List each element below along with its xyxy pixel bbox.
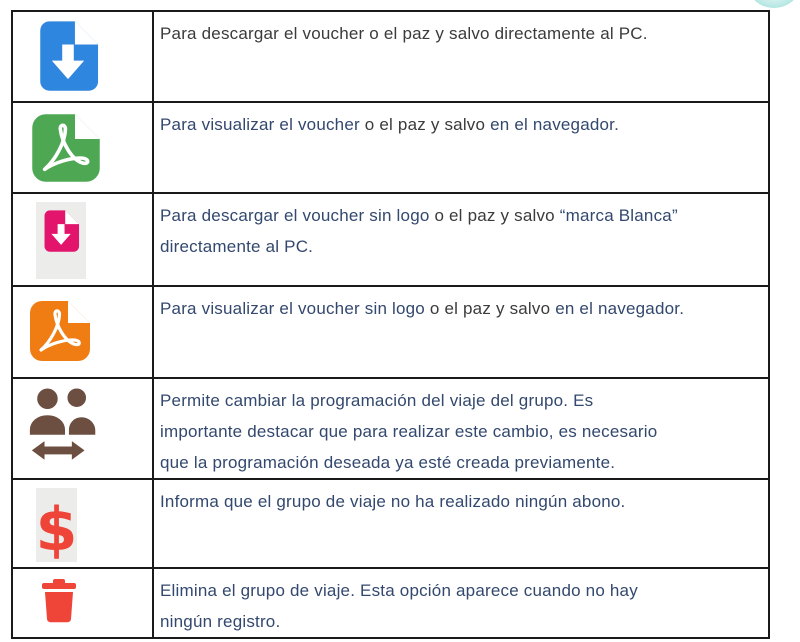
description-line (160, 18, 760, 49)
pdf-orange-icon (28, 294, 92, 368)
description-segment: Informa que el grupo de viaje no ha realizado ningún abono. (160, 492, 626, 511)
icon-cell (12, 11, 153, 102)
document-download-blue-icon (31, 19, 105, 93)
table-row (12, 193, 769, 286)
description-line (160, 385, 760, 416)
description-line (160, 231, 760, 262)
icon-cell (12, 286, 153, 378)
description-segment: Para descargar el voucher sin logo (160, 206, 430, 225)
icon-cell (12, 568, 153, 638)
description-segment: en el navegador. (490, 115, 620, 134)
icon-legend-table (11, 10, 770, 639)
description-segment: en el navegador. (555, 299, 685, 318)
description-segment: Permite cambiar la programación del viaje del grupo. Es (160, 391, 594, 410)
table-row (12, 479, 769, 568)
pdf-green-icon (30, 112, 102, 184)
description-cell (153, 479, 769, 568)
description-segment: o el paz y salvo (424, 299, 556, 318)
table-row (12, 378, 769, 479)
description-segment: o el paz y salvo (359, 115, 491, 134)
description-line (160, 447, 760, 478)
teal-circle-decoration (750, 0, 798, 8)
description-segment: ningún registro. (160, 612, 281, 631)
description-cell (153, 378, 769, 479)
svg-text:$: $ (36, 495, 77, 562)
people-swap-icon (25, 385, 107, 469)
description-line (160, 416, 760, 447)
description-line (160, 575, 760, 606)
table-row (12, 102, 769, 193)
description-segment: “marca Blanca” (559, 206, 678, 225)
description-cell (153, 102, 769, 193)
icon-cell (12, 378, 153, 479)
description-segment: importante destacar que para realizar este cambio, es necesario (160, 422, 658, 441)
description-segment: que la programación deseada ya esté creada previamente. (160, 453, 616, 472)
description-cell (153, 193, 769, 286)
dollar-icon (36, 488, 77, 562)
table-row (12, 11, 769, 102)
table-row (12, 286, 769, 378)
description-segment: directamente al PC. (160, 237, 314, 256)
description-line (160, 109, 760, 140)
description-cell (153, 11, 769, 102)
icon-cell (12, 193, 153, 286)
table-row (12, 568, 769, 638)
description-segment: Para visualizar el voucher (160, 115, 360, 134)
icon-table-body (12, 11, 769, 638)
description-segment: Elimina el grupo de viaje. Esta opción aparece cuando no hay (160, 581, 638, 600)
description-line (160, 606, 760, 637)
icon-cell (12, 479, 153, 568)
description-segment: Para visualizar el voucher sin logo (160, 299, 425, 318)
description-line (160, 200, 760, 231)
trash-icon (41, 579, 77, 623)
description-segment: Para descargar el voucher o el paz y salvo directamente al PC. (160, 24, 648, 43)
description-cell (153, 286, 769, 378)
description-cell (153, 568, 769, 638)
description-line (160, 293, 760, 324)
document-download-pink-icon (36, 202, 86, 279)
icon-cell (12, 102, 153, 193)
description-segment: o el paz y salvo (429, 206, 560, 225)
description-line (160, 486, 760, 517)
